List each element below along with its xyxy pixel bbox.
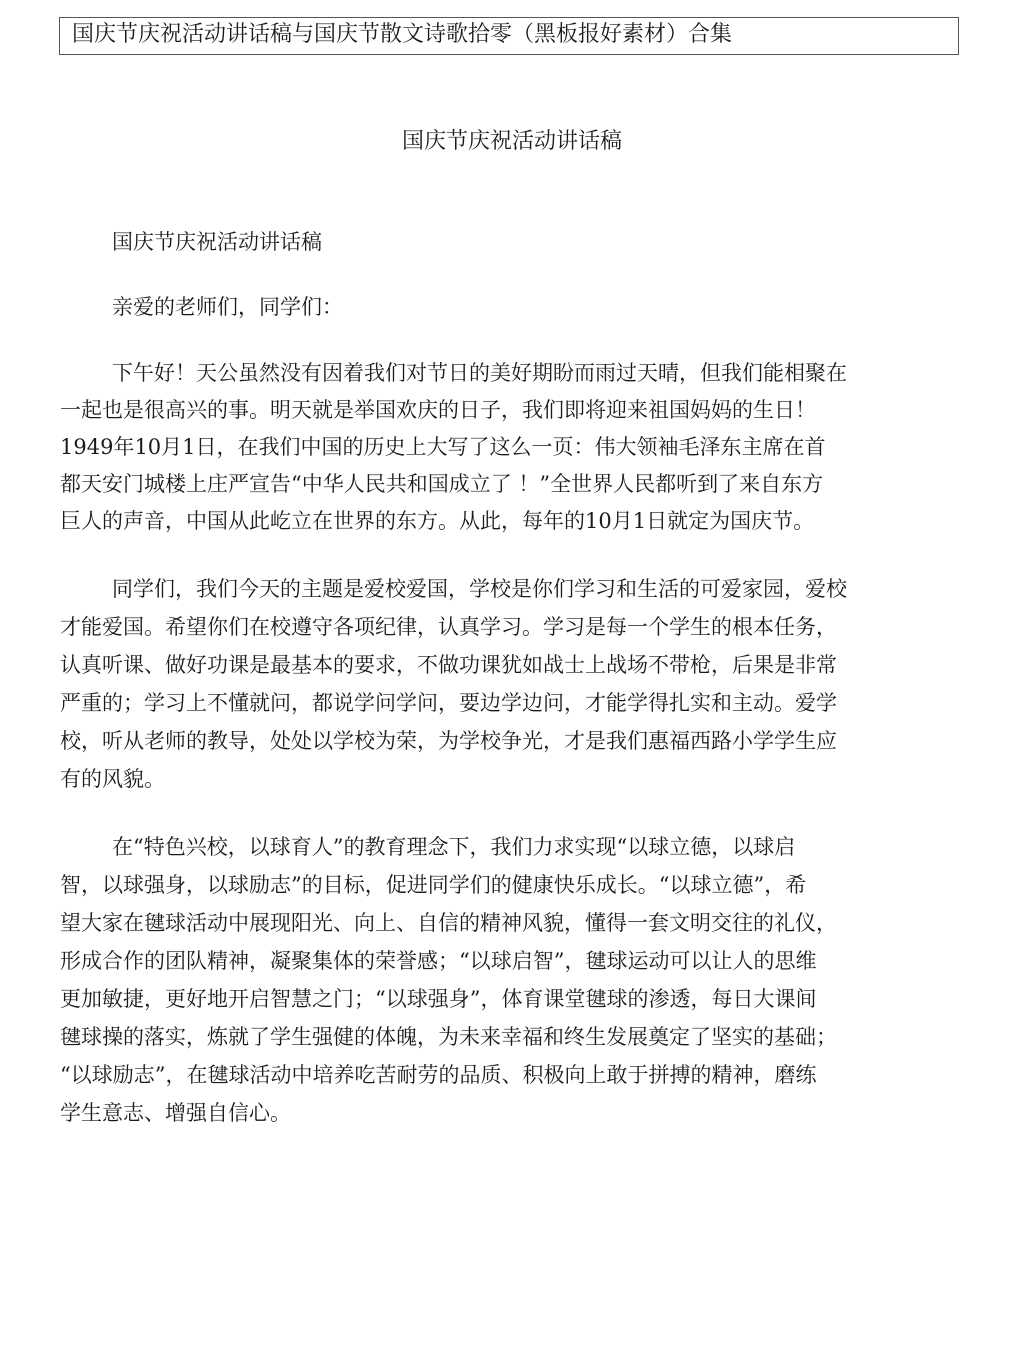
paragraph-line: 形成合作的团队精神，凝聚集体的荣誉感；“以球启智”，毽球运动可以让人的思维	[60, 949, 817, 973]
document-header-banner: 国庆节庆祝活动讲话稿与国庆节散文诗歌拾零（黑板报好素材）合集	[59, 17, 959, 55]
paragraph-line: 有的风貌。	[60, 767, 165, 791]
speech-greeting: 亲爱的老师们，同学们：	[112, 295, 343, 319]
speech-subtitle: 国庆节庆祝活动讲话稿	[112, 230, 322, 254]
paragraph-line: “以球励志”，在毽球活动中培养吃苦耐劳的品质、积极向上敢于拼搏的精神，磨练	[60, 1063, 817, 1087]
paragraph-line: 在“特色兴校，以球育人”的教育理念下，我们力求实现“以球立德，以球启	[112, 835, 796, 859]
paragraph-line: 才能爱国。希望你们在校遵守各项纪律，认真学习。学习是每一个学生的根本任务，	[60, 615, 837, 639]
document-body	[60, 224, 930, 1132]
paragraph-line: 巨人的声音，中国从此屹立在世界的东方。从此，每年的10月1日就定为国庆节。	[60, 509, 815, 533]
paragraph-line: 望大家在毽球活动中展现阳光、向上、自信的精神风貌，懂得一套文明交往的礼仪，	[60, 911, 837, 935]
page-title: 国庆节庆祝活动讲话稿	[401, 129, 622, 154]
paragraph-line: 毽球操的落实，炼就了学生强健的体魄，为未来幸福和终生发展奠定了坚实的基础；	[60, 1025, 837, 1049]
paragraph-line: 更加敏捷，更好地开启智慧之门；“以球强身”，体育课堂毽球的渗透，每日大课间	[60, 987, 817, 1011]
paragraph-line: 智，以球强身，以球励志”的目标，促进同学们的健康快乐成长。“以球立德”，希	[60, 873, 807, 897]
paragraph-line: 学生意志、增强自信心。	[60, 1101, 291, 1125]
paragraph-line: 1949年10月1日，在我们中国的历史上大写了这么一页：伟大领袖毛泽东主席在首	[60, 435, 826, 459]
paragraph-line: 都天安门城楼上庄严宣告“中华人民共和国成立了 ！”全世界人民都听到了来自东方	[60, 472, 824, 496]
paragraph-line: 严重的；学习上不懂就问，都说学问学问，要边学边问，才能学得扎实和主动。爱学	[60, 691, 837, 715]
paragraph-line: 认真听课、做好功课是最基本的要求，不做功课犹如战士上战场不带枪，后果是非常	[60, 653, 837, 677]
paragraph-line: 校，听从老师的教导，处处以学校为荣，为学校争光，才是我们惠福西路小学学生应	[60, 729, 837, 753]
paragraph-line: 一起也是很高兴的事。明天就是举国欢庆的日子，我们即将迎来祖国妈妈的生日！	[60, 398, 816, 422]
paragraph-2	[60, 570, 930, 798]
paragraph-3	[60, 828, 930, 1132]
paragraph-line: 下午好！天公虽然没有因着我们对节日的美好期盼而雨过天晴，但我们能相聚在	[112, 361, 847, 385]
paragraph-1	[60, 355, 930, 540]
paragraph-line: 同学们，我们今天的主题是爱校爱国，学校是你们学习和生活的可爱家园，爱校	[112, 577, 847, 601]
